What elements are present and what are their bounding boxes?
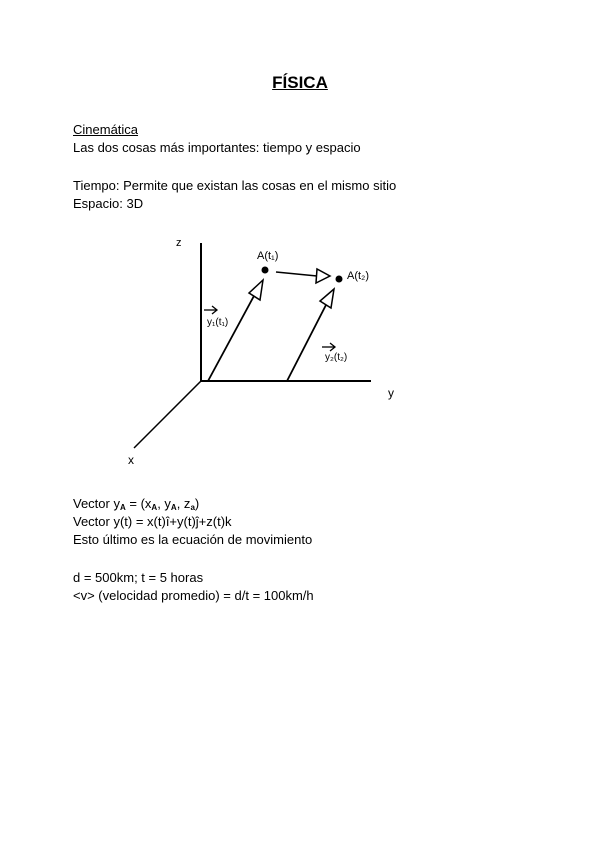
vector1-arrowhead [249,280,263,300]
velocity-line: <v> (velocidad promedio) = d/t = 100km/h [73,588,314,603]
vector2-arrowhead [320,289,334,308]
page-title: FÍSICA [272,73,328,92]
point2-label: A(t₂) [347,270,369,282]
z-axis-label: z [176,237,182,249]
vector1-line [208,294,255,381]
point1-label: A(t₁) [257,250,279,262]
espacio-text: Espacio: 3D [73,196,144,211]
intro-text: Las dos cosas más importantes: tiempo y espacio [73,140,361,155]
vector-components-line: Vector $y_A = (x_A$, $y_A$, $z_a$) [73,496,200,512]
vector1-label: y₁(t₁) [207,317,229,328]
section-heading: Cinemática [73,122,139,137]
point-a-t1 [262,267,269,274]
point-a-t2 [336,276,343,283]
y-axis-label: y [388,386,394,400]
vector2-label: y₂(t₂) [325,352,348,363]
movement-note: Esto último es la ecuación de movimiento [73,532,313,547]
vector-t-line: Vector y(t) = x(t)î+y(t)ĵ+z(t)k [73,514,232,529]
displacement-arrowhead [316,269,330,283]
tiempo-text: Tiempo: Permite que existan las cosas en el mismo sitio [73,178,397,193]
x-axis-label: x [128,453,134,467]
vector2-line [287,303,327,381]
displacement-line [276,272,317,276]
data-line: d = 500km; t = 5 horas [73,570,204,585]
x-axis-line [134,381,201,448]
